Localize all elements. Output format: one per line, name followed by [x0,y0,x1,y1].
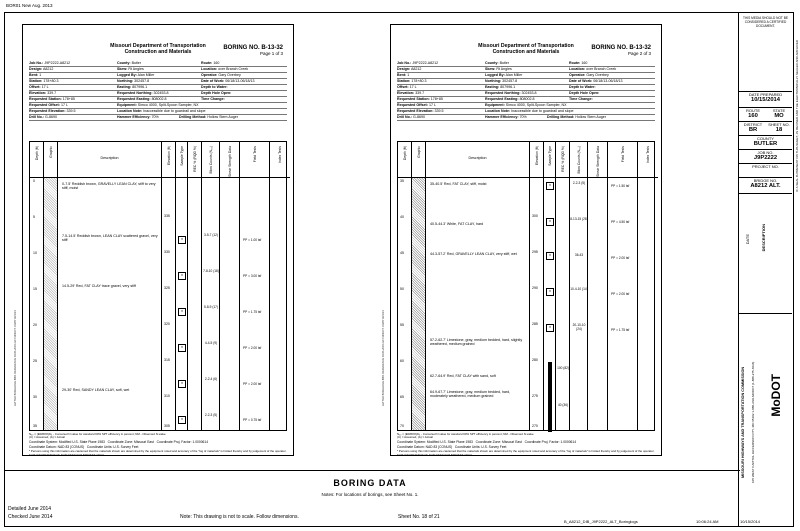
sample-marker: ✕ [546,324,554,332]
page-number: Page 2 of 3 [627,51,651,56]
date-prepared: 10/15/2014 [750,97,780,103]
soil-description: 62.7-64.9' Red, FAT CLAY with sand, soft [430,374,496,378]
bridge-number: A8212 ALT. [750,183,781,189]
checked-date: Checked June 2014 [8,514,53,520]
file-name: B_A8212_DIB_J9P2222_ALT_Boringlogs [564,519,638,524]
blow-count: 2-2-4 (6) [204,377,218,381]
soil-description: 7.5-14.5' Reddish brown, LEAN CLAY scattered gravel, very stiff [62,234,158,243]
boring-log-page-1 [22,24,294,456]
sample-marker: ✕ [546,252,554,260]
page-number: Page 1 of 3 [259,51,283,56]
agency-name: Missouri Department of Transportation [110,43,206,49]
blow-count: 36-43 [574,253,584,257]
core-run-bar [548,362,552,432]
bottom-divider [4,470,740,471]
field-test: PP = 1.75 tsf [611,328,630,332]
boring-number: BORING NO. B-13-32 Page 2 of 3 [591,45,651,56]
blow-count: 4-4-5 (9) [204,341,218,345]
field-test: PP = 2.00 tsf [243,346,262,350]
division-name: Construction and Materials [492,49,560,55]
blow-count: 8-13-15 (28) [570,217,588,221]
stamp: THIS MEDIA SHOULD NOT BE CONSIDERED A CERTIFIED DOCUMENT. [739,12,792,92]
sample-marker: ✕ [546,218,554,226]
blow-count: 2-2-3 (5) [204,413,218,417]
agency-name: Missouri Department of Transportation [478,43,574,49]
modot-logo: MoDOT [769,374,783,417]
print-time: 10:06:24 AM [696,519,719,524]
log-footer: N₆₀ = (ER/60%)N₁ - Corrected N value for standard 60% SPT efficiency in percent; NM - Observed N-value (C) = Assumed, (A) = Actual Coordinate System: Modified U.S. State Plane 1983 Coordinate Zone: Missouri East Coordinate Proj. Factor: 1.0000614 Coordinate Datum: NAD 83 (CONUS) Coordinate Units: U.S. Survey Feet * Persons using this information are cautioned that the materials shown are determined by the equipment noted and accuracy of the "log of materials" is limited thereby and by judgement of the operator. THIS INFORMATION IS FOR DESIGN PURPOSES ONLY. [29,432,287,457]
side-label: LETTER BOREHOLE 8801 REFERENCE DATA 2016.GPJ MODOT CFWP 3/21/14 [382,310,385,406]
field-test: PP = 2.00 tsf [611,292,630,296]
field-test: PP = 4.50 tsf [611,220,630,224]
rqd-value: 100 (82) [557,366,569,370]
soil-description: 44.3-57.2' Red, GRAVELLY LEAN CLAY, very stiff, wet [430,252,517,256]
blow-count: 2-2-3 (5) [572,181,586,185]
vertical-note: IF A SEAL IS PRESENT ON THIS SHEET, JS REVISED AND THE ELECTRONICALLY SEALED AND ARCHIVED [795,40,799,192]
blow-count: 3-5-7 (12) [204,233,218,237]
sample-marker: ✕ [178,416,186,424]
boring-number: BORING NO. B-13-32 Page 1 of 3 [223,45,283,56]
field-test: PP = 2.00 tsf [611,256,630,260]
log-header-fields: Job No.: J9P2222-A8212 County: Butler Route: 160 Design: A8212 Skew: Rt Angles Location: over Branch Creek Bent: 1 Logged By: Alan Miller Operator: Gary Overbey Station: 178+80.3 Northing: 302457.8 Date of Work: 06/18/13-06/18/13 Offset: 17 L Easting: 807996.1 Depth to Water: Elevation: 339.7 Requested Northing: 302453.8 Depth Hole Open: Requested Station: 178+85 Requested Easting: 808002.8 Time Change: Requested Offset: 17 L Equipment: Simco 4000, Split-Spoon Sampler, NX Requested Elevation: 339.5 Location Note: Inaccessible due to guardrail and slope Drill No.: G-8690 Hammer Efficiency: 70% Drilling Method: Hollow Stem Auger [397,61,655,139]
sheet-note: Notes: For locations of borings, see Sheet No. 1. [321,492,419,497]
soil-description: 64.9-67.7' Limestone, gray, medium bedded, hard, moderately weathered, medium grained [430,390,511,399]
title-block: THIS MEDIA SHOULD NOT BE CONSIDERED A CERTIFIED DOCUMENT. DATE PREPARED 10/15/2014 ROUTE 160 STATE MO DISTRICT BR SHEET NO. 18 COUNTY BUTLER JOB NO. J9P2222 PROJECT NO. BRIDGE NO. A8212 ALT. DATE DESCRIPTION MISSOURI HIGHWAYS AND TRANSPORTATION COMMISSION 105 WEST CAPITOL JEFFERSON CITY, MO 65102 1-888-ASK-MODOT (1-888-275-6636) MoDOT [738,12,792,527]
sample-marker: ✕ [546,182,554,190]
division-name: Construction and Materials [124,49,192,55]
rqd-value: 40 (36) [557,403,569,407]
sheet-title: BORING DATA [333,478,407,488]
soil-description: 35-40.5' Red, FAT CLAY, stiff, moist [430,182,487,186]
field-test: PP = 1.50 tsf [611,184,630,188]
field-test: PP = 2.00 tsf [243,382,262,386]
sample-marker: ✕ [178,380,186,388]
field-test: PP = 3.00 tsf [243,274,262,278]
blow-count: 20-10-10 (24) [572,323,586,331]
log-footer: N₆₀ = (ER/60%)N₁ - Corrected N value for standard 60% SPT efficiency in percent; NM - Observed N-value (C) = Assumed, (A) = Actual Coordinate System: Modified U.S. State Plane 1983 Coordinate Zone: Missouri East Coordinate Proj. Factor: 1.0000614 Coordinate Datum: NAD 83 (CONUS) Coordinate Units: U.S. Survey Feet * Persons using this information are cautioned that the materials shown are determined by the equipment noted and accuracy of the "log of materials" is limited thereby and by judgement of the operator. THIS INFORMATION IS FOR DESIGN PURPOSES ONLY. [397,432,655,457]
log-grid: Depth (ft) Graphic Description Elevation (ft) Sample Type REC % (RQD %) Blow Counts (N₆₀) Shear Strength Data Field Tests Index Tests 35 40 45 50 55 60 65 70 300 295 290 285 280 275 270 35-40.5' Red, FAT CLAY, stiff, moist 40.5-44.3' White, FAT CLAY, hard 44.3-57.2' Red, GRAVELLY LEAN CLAY, very stiff, wet 57.2-62.7' Limestone, gray, medium bedded, hard, slightly weathered, medium grained 62.7-64.9' Red, FAT CLAY with sand, soft 64.9-67.7' Limestone, gray, medium bedded, hard, moderately weathered, medium grained ✕ ✕ ✕ ✕ ✕ 2-2-3 (5) 8-13-15 (28) 36-43 10-4-10 (14) 20-10-10 (24) 100 (82) 40 (36) PP = 1.50 tsf PP = 4.50 tsf PP = 2.00 tsf PP = 2.00 tsf PP = 1.75 tsf [397,141,655,431]
log-header-fields: Job No.: J9P2222-A8212 County: Butler Route: 160 Design: A8212 Skew: Rt Angles Location: over Branch Creek Bent: 1 Logged By: Alan Miller Operator: Gary Overbey Station: 178+80.3 Northing: 302457.8 Date of Work: 06/18/13-06/18/13 Offset: 17 L Easting: 807996.1 Depth to Water: Elevation: 339.7 Requested Northing: 302453.8 Depth Hole Open: Requested Station: 178+85 Requested Easting: 808002.8 Time Change: Requested Offset: 17 L Equipment: Simco 4000, Split-Spoon Sampler, NX Requested Elevation: 339.5 Location Note: Inaccessible due to guardrail and slope Drill No.: G-8690 Hammer Efficiency: 70% Drilling Method: Hollow Stem Auger [29,61,287,139]
soil-description: 0-7.5' Reddish brown, GRAVELLY LEAN CLAY, stiff to very stiff, moist [62,182,156,191]
sample-marker: ✕ [178,344,186,352]
blow-count: 10-4-10 (14) [570,287,588,291]
blow-count: 5-8-9 (17) [204,305,218,309]
corner-label: BOR01 New Aug. 2013 [6,3,53,8]
sheet-number: Sheet No. 18 of 21 [398,514,440,520]
print-date: 10/15/2014 [740,519,761,524]
blow-count: 7-8-10 (18) [203,269,219,273]
sample-marker: ✕ [178,308,186,316]
scale-note: Note: This drawing is not to scale. Follow dimensions. [180,514,299,520]
side-label: LETTER BOREHOLE 8801 REFERENCE DATA 2016.GPJ MODOT CFWP 3/21/14 [14,310,17,406]
detailed-date: Detailed June 2014 [8,506,52,512]
soil-description: 57.2-62.7' Limestone, gray, medium bedded, hard, slightly weathered, medium grained [430,338,523,347]
log-grid: Depth (ft) Graphic Description Elevation (ft) Sample Type REC % (RQD %) Blow Counts (N₆₀) Shear Strength Data Field Tests Index Tests 0 5 10 15 20 25 30 35 335 330 325 320 315 310 305 0-7.5' Reddish brown, GRAVELLY LEAN CLAY, stiff to very stiff, moist 7.5-14.5' Reddish brown, LEAN CLAY scattered gravel, very stiff 14.5-29' Red, FAT CLAY trace gravel, very stiff 29-30' Red, SANDY LEAN CLAY, soft, wet ✕ ✕ ✕ ✕ ✕ ✕ 3-5-7 (12) 7-8-10 (18) 5-8-9 (17) 4-4-5 (9) 2-2-4 (6) 2-2-3 (5) PP = 1.00 tsf PP = 3.00 tsf PP = 1.75 tsf PP = 2.00 tsf PP = 2.00 tsf PP = 0.75 tsf [29,141,287,431]
boring-log-page-2 [390,24,662,456]
sample-marker: ✕ [546,288,554,296]
soil-description: 40.5-44.3' White, FAT CLAY, hard [430,222,484,226]
field-test: PP = 1.00 tsf [243,238,262,242]
soil-description: 29-30' Red, SANDY LEAN CLAY, soft, wet [62,388,130,392]
sample-marker: ✕ [178,272,186,280]
soil-description: 14.5-29' Red, FAT CLAY trace gravel, very stiff [62,284,136,288]
field-test: PP = 0.75 tsf [243,418,262,422]
field-test: PP = 1.75 tsf [243,310,262,314]
sample-marker: ✕ [178,236,186,244]
